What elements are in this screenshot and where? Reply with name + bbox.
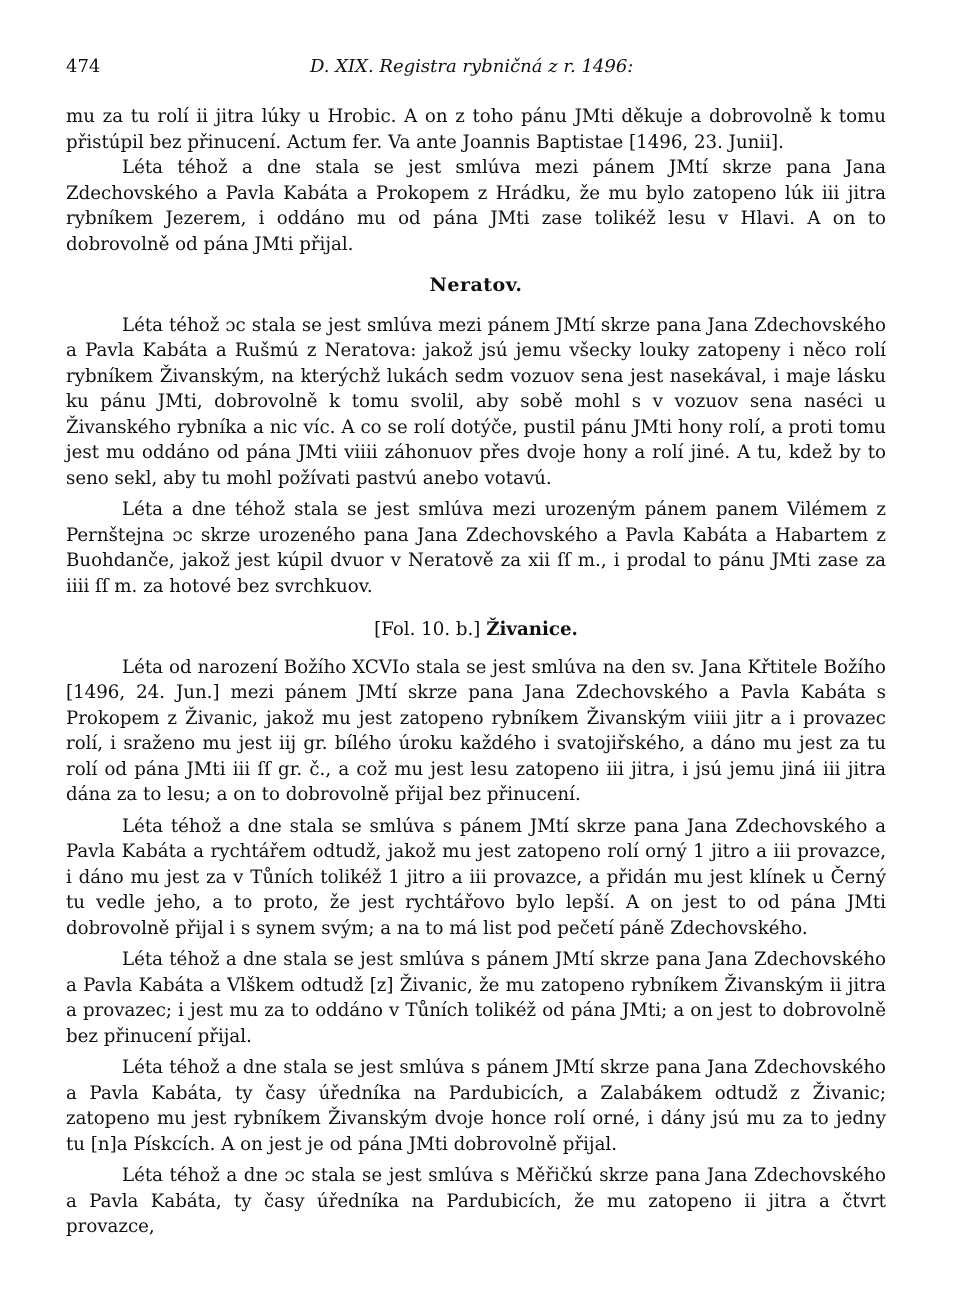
paragraph: Léta téhož a dne stala se jest smlúva s pánem JMtí skrze pana Jana Zdechovského a Pavla Kabáta a Vlškem odtudž [z] Živanic, že mu zatopeno rybníkem Živanským ii jitra a provazec; i jest mu za to oddáno v Tůních tolikéž od pána JMti; a on jest to dobrovolně bez přinucení přijal. <box>66 949 886 1047</box>
paragraph: Léta téhož a dne stala se jest smlúva s pánem JMtí skrze pana Jana Zdechovského a Pavla Kabáta, ty časy úředníka na Pardubicích, a Zalabákem odtudž z Živanic; zatopeno mu jest rybníkem Živanským dvoje honce rolí orné, i dány jsú mu za to jedny tu [n]a Pískcích. A on jest je od pána JMti dobrovolně přijal. <box>66 1057 886 1155</box>
page-number: 474 <box>66 56 101 77</box>
paragraph: Léta téhož a dne stala se jest smlúva mezi pánem JMtí skrze pana Jana Zdechovského a Pavla Kabáta a Prokopem z Hrádku, že mu bylo zatopeno lúk iii jitra rybníkem Jezerem, i oddáno mu od pána JMti zase tolikéž lesu v Hlavi. A on to dobrovolně od pána JMti přijal. <box>66 157 886 255</box>
section-heading-neratov: Neratov. <box>429 274 523 296</box>
folio-reference: [Fol. 10. b.] <box>374 619 481 640</box>
paragraph: Léta od narození Božího XCVIo stala se jest smlúva na den sv. Jana Křtitele Božího [1496, 24. Jun.] mezi pánem JMtí skrze pana Jana Zdechovského a Pavla Kabáta s Prokopem z Živanic, jakož mu jest zatopeno rybníkem Živanským viiii jitr a i provazec rolí, i sraženo mu jest iij gr. bílého úroku každého i svatojiřského, a dáno mu jest za tu rolí od pána JMti iii ſſ gr. č., a což mu jest lesu zatopeno iii jitra, i jsú jemu jiná iii jitra dána za to lesu; a on to dobrovolně přijal bez přinucení. <box>66 656 886 805</box>
paragraph: Léta téhož a dne stala se smlúva s pánem JMtí skrze pana Jana Zdechovského a Pavla Kabáta a rychtářem odtudž, jakož mu jest zatopeno rolí orný 1 jitro a iii provazce, i dáno mu jest za v Tůních tolikéž 1 jitro a iii provazce, a přidán mu jest klínek u Černý tu vedle jeho, a to proto, že jest rychtářovo bylo lepší. A on jest to od pána JMti dobrovolně přijal i s synem svým; a na to má list pod pečetí páně Zdechovského. <box>66 815 886 939</box>
paragraph: Léta a dne téhož stala se jest smlúva mezi urozeným pánem panem Vilémem z Pernštejna ɔc skrze urozeného pana Jana Zdechovského a Pavla Kabáta a Habartem z Buohdanče, jakož jest kúpil dvuor v Neratově za xii ſſ m., i prodal to pánu JMti zase za iiii ſſ m. za hotové bez svrchkuov. <box>66 499 886 597</box>
running-title: D. XIX. Registra rybničná z r. 1496: <box>310 56 634 77</box>
paragraph: mu za tu rolí ii jitra lúky u Hrobic. A on z toho pánu JMti děkuje a dobrovolně k tomu přistúpil bez přinucení. Actum fer. Va ante Joannis Baptistae [1496, 23. Junii]. <box>66 106 886 153</box>
section-title: Živanice. <box>486 619 578 640</box>
page-header <box>66 56 888 86</box>
paragraph: Léta téhož ɔc stala se jest smlúva mezi pánem JMtí skrze pana Jana Zdechovského a Pavla Kabáta a Rušmú z Neratova: jakož jsú jemu všecky louky zatopeny i něco rolí rybníkem Živanským, na kterýchž lukách sedm vozuov sena jest nasekával, i maje lásku ku pánu JMti, dobrovolně k tomu svolil, aby sobě mohl s v vozuov sena naséci u Živanského rybníka a nic víc. A co se rolí dotýče, pustil pánu JMti hony rolí, a proti tomu jest mu oddáno od pána JMti viiii záhonuov přes dvoje hony a rolí jiné. A tu, kdež by to seno sekl, aby tu mohl požívati pastvú anebo votavú. <box>66 314 886 489</box>
paragraph: Léta téhož a dne ɔc stala se jest smlúva s Měřičkú skrze pana Jana Zdechovského a Pavla Kabáta, ty časy úředníka na Pardubicích, že mu zatopeno ii jitra a čtvrt provazce, <box>66 1165 886 1237</box>
section-heading-zivanice <box>66 617 886 643</box>
document-body <box>66 104 886 1240</box>
